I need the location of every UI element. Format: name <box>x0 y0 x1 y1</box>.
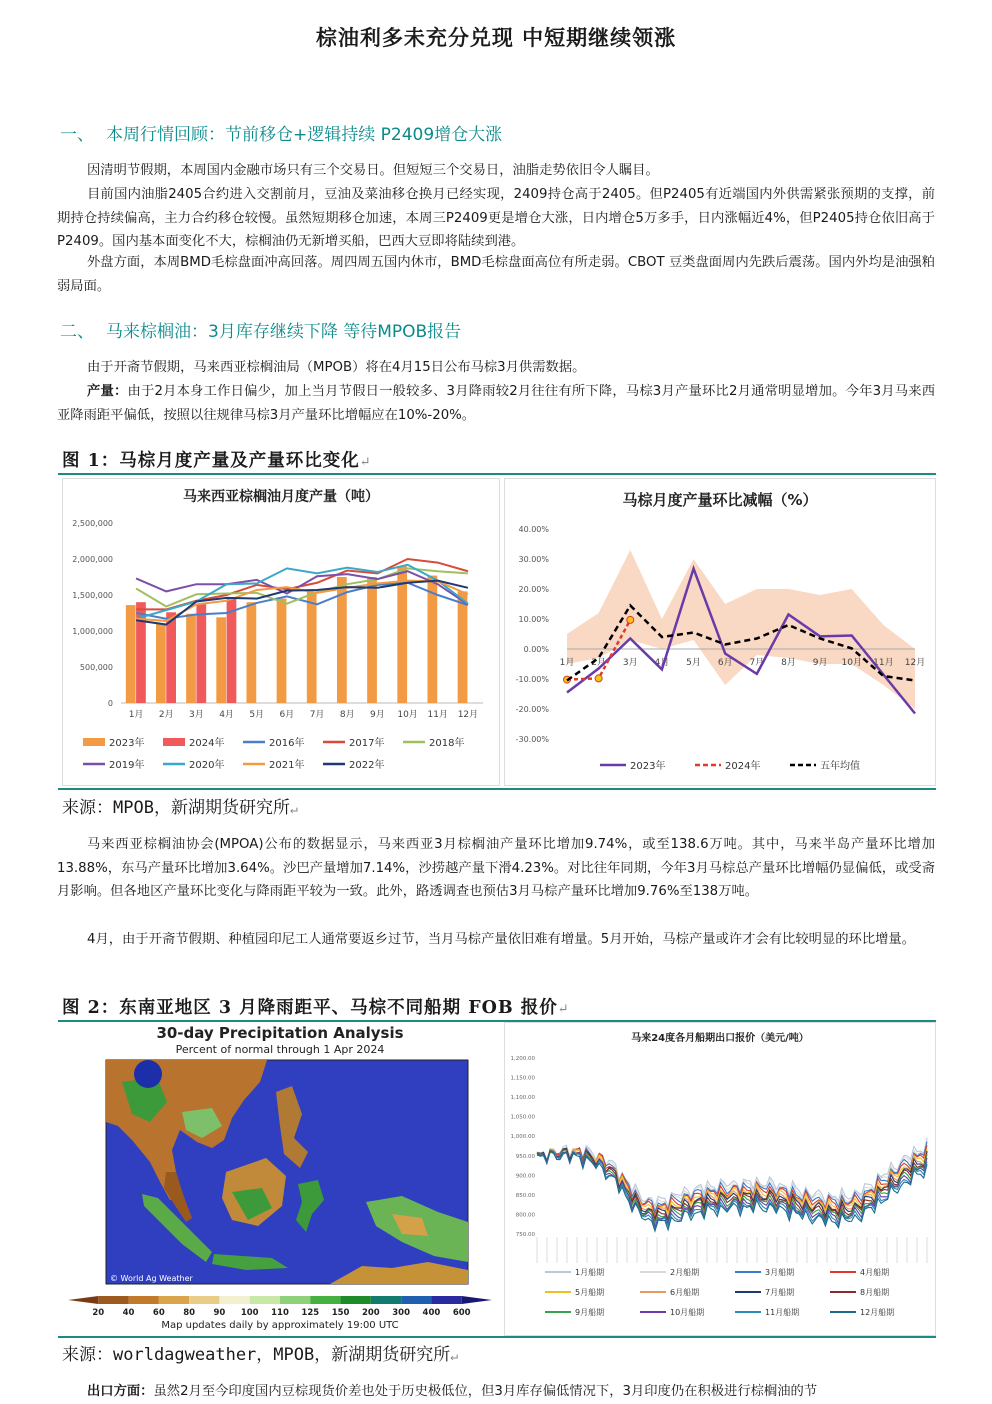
section1-heading-text: 本周行情回顾：节前移仓+逻辑持续 P2409增仓大涨 <box>106 125 503 145</box>
legend-label: 2月船期 <box>670 1268 700 1277</box>
x-tick-label: 12月 <box>457 710 479 720</box>
section2-paragraph-5 <box>57 1380 935 1404</box>
figure2-caption-text: 图 2：东南亚地区 3 月降雨距平、马棕不同船期 FOB 报价 <box>62 998 558 1018</box>
x-tick-label: 1月 <box>559 658 575 668</box>
scale-label: 200 <box>361 1308 380 1318</box>
legend-label: 9月船期 <box>575 1308 605 1317</box>
scale-swatch <box>401 1296 431 1304</box>
y-tick-label: 1,500,000 <box>72 591 113 600</box>
mom-change-chart <box>505 479 935 785</box>
figure2-caption <box>62 994 570 1019</box>
legend-label: 2021年 <box>269 760 305 771</box>
section2-paragraph-2-body: 由于2月本身工作日偏少，加上当月节假日一般较多、3月降雨较2月往往有所下降，马棕3月产量环比2月通常明显增加。今年3月马来西亚降雨距平偏低，按照以往规律马棕3月产量环比增幅应在10%-20%。 <box>57 384 936 423</box>
y-tick-label: 0 <box>107 699 113 708</box>
precipitation-map <box>62 1022 498 1334</box>
legend-label: 11月船期 <box>765 1308 800 1317</box>
y-tick-label: 40.00% <box>518 525 549 534</box>
section2-heading <box>60 317 461 342</box>
scale-swatch <box>280 1296 310 1304</box>
figure1-source-text: 来源：MPOB，新湖期货研究所 <box>62 798 290 818</box>
x-tick-label: 7月 <box>749 658 765 668</box>
x-tick-label: 5月 <box>249 710 265 720</box>
y-tick-label: 850.00 <box>515 1192 535 1199</box>
legend-label: 2020年 <box>189 760 225 771</box>
map-color-scale <box>68 1296 492 1318</box>
scale-label: 400 <box>422 1308 441 1318</box>
figure1-bottom-rule <box>58 788 936 790</box>
x-tick-label: 11月 <box>427 710 448 720</box>
x-tick-label: 8月 <box>781 658 796 668</box>
scale-swatch <box>129 1296 159 1304</box>
section2-number: 二、 <box>60 322 94 342</box>
chart-title: 马来24度各月船期出口报价（美元/吨） <box>631 1033 809 1044</box>
bar-2023年 <box>307 591 317 703</box>
legend-label: 2023年 <box>630 761 666 772</box>
point-2024 <box>627 616 634 623</box>
legend-label: 6月船期 <box>670 1288 700 1297</box>
bar-2024年 <box>227 599 237 703</box>
section2-paragraph-5-body: 虽然2月至今印度国内豆棕现货价差也处于历史极低位，但3月库存偏低情况下，3月印度仍在积极进行棕榈油的节 <box>153 1384 818 1399</box>
figure2-source <box>62 1340 458 1365</box>
y-tick-label: 1,100.00 <box>510 1095 535 1102</box>
scale-label: 40 <box>122 1308 135 1318</box>
y-tick-label: 0.00% <box>523 645 549 654</box>
y-tick-label: 950.00 <box>515 1153 535 1160</box>
bar-2024年 <box>196 604 206 703</box>
map-wet-spot <box>134 1060 162 1088</box>
x-tick-label: 10月 <box>397 710 418 720</box>
y-tick-label: 500,000 <box>79 663 113 672</box>
legend-label: 12月船期 <box>860 1308 895 1317</box>
scale-swatch <box>250 1296 280 1304</box>
x-tick-label: 5月 <box>686 658 701 668</box>
x-tick-label: 3月 <box>189 710 204 720</box>
legend-swatch <box>163 738 185 746</box>
bar-2023年 <box>216 617 226 703</box>
legend-label: 1月船期 <box>575 1268 605 1277</box>
x-tick-label: 4月 <box>219 710 234 720</box>
section1-paragraph-2: 目前国内油脂2405合约进入交割前月，豆油及菜油移仓换月已经实现，2409持仓高于2405。但P2405有近端国内外供需紧张预期的支撑，前期持仓持续偏高，主力合约移仓较慢。虽然短期移仓加速，本周三P2409更是增仓大涨，日内增仓5万多手，日内涨幅近4%，但P2405持仓依旧高于P2409。国内基本面变化不大，棕榈油仍无新增买船，巴西大豆即将陆续到港。 <box>57 187 935 249</box>
scale-label: 150 <box>331 1308 350 1318</box>
scale-label: 60 <box>152 1308 165 1318</box>
y-tick-label: 900.00 <box>515 1173 535 1180</box>
y-tick-label: 800.00 <box>515 1212 535 1219</box>
monthly-production-chart-panel <box>62 478 500 786</box>
legend-label: 5月船期 <box>575 1288 605 1297</box>
y-tick-label: 1,050.00 <box>510 1114 535 1121</box>
return-mark: ↵ <box>450 1349 459 1364</box>
legend-label: 4月船期 <box>860 1268 890 1277</box>
scale-swatch <box>68 1296 98 1304</box>
x-tick-label: 3月 <box>622 658 638 668</box>
range-band <box>567 550 915 709</box>
x-tick-label: 9月 <box>370 710 385 720</box>
map-credit: © World Ag Weather <box>110 1274 193 1283</box>
legend-label: 五年均值 <box>820 761 860 772</box>
figure2-bottom-rule <box>58 1336 936 1338</box>
legend-label: 2018年 <box>429 738 465 749</box>
x-tick-label: 9月 <box>812 658 828 668</box>
bar-2023年 <box>186 614 196 703</box>
y-tick-label: 2,500,000 <box>72 519 113 528</box>
y-tick-label: 1,000,000 <box>72 627 113 636</box>
scale-label: 600 <box>452 1308 471 1318</box>
return-mark: ↵ <box>557 1002 570 1017</box>
section1-paragraph-3: 外盘方面，本周BMD毛棕盘面冲高回落。周四周五国内休市，BMD毛棕盘面高位有所走弱。CBOT 豆类盘面周内先跌后震荡。国内外均是油强粕弱局面。 <box>57 255 935 294</box>
legend-swatch <box>83 738 105 746</box>
legend-label: 2017年 <box>349 738 385 749</box>
line-2016年 <box>136 583 468 619</box>
bar-2023年 <box>397 566 407 703</box>
bar-2023年 <box>126 605 136 703</box>
y-tick-label: -10.00% <box>515 675 549 684</box>
chart-title: 马来西亚棕榈油月度产量（吨） <box>183 489 379 505</box>
x-tick-label: 12月 <box>904 658 926 668</box>
x-tick-label: 2月 <box>591 658 607 668</box>
mom-change-chart-panel <box>504 478 936 786</box>
legend-label: 2023年 <box>109 738 145 749</box>
section2-paragraph-5-lead: 出口方面： <box>87 1384 154 1399</box>
scale-label: 100 <box>240 1308 259 1318</box>
x-tick-label: 2月 <box>158 710 174 720</box>
scale-swatch <box>310 1296 340 1304</box>
x-tick-label: 10月 <box>841 658 862 668</box>
y-tick-label: 1,000.00 <box>510 1134 535 1141</box>
figure2-source-text: 来源：worldagweather，MPOB，新湖期货研究所 <box>62 1345 451 1365</box>
y-tick-label: -30.00% <box>515 735 549 744</box>
precipitation-map-panel <box>62 1022 498 1334</box>
x-tick-label: 11月 <box>873 658 894 668</box>
x-tick-label: 4月 <box>654 658 670 668</box>
legend-label: 8月船期 <box>860 1288 890 1297</box>
y-tick-label: 750.00 <box>515 1232 535 1238</box>
section2-paragraph-1: 由于开斋节假期，马来西亚棕榈油局（MPOB）将在4月15日公布马棕3月供需数据。 <box>87 360 586 375</box>
scale-swatch <box>189 1296 219 1304</box>
legend-label: 7月船期 <box>765 1288 795 1297</box>
map-footer: Map updates daily by approximately 19:00 UTC <box>161 1320 399 1331</box>
figure1-caption <box>62 447 372 472</box>
scale-label: 90 <box>213 1308 226 1318</box>
figure1-source <box>62 793 298 818</box>
bar-2023年 <box>458 591 468 703</box>
y-tick-label: 1,150.00 <box>510 1075 535 1082</box>
section2-paragraph-2-lead: 产量： <box>87 384 128 399</box>
fob-price-chart-panel <box>504 1022 936 1336</box>
scale-label: 110 <box>271 1308 289 1318</box>
x-tick-label: 6月 <box>717 658 733 668</box>
scale-swatch <box>371 1296 401 1304</box>
scale-label: 20 <box>92 1308 105 1318</box>
scale-swatch <box>431 1296 461 1304</box>
x-tick-label: 8月 <box>339 710 355 720</box>
scale-label: 300 <box>392 1308 411 1318</box>
section2-heading-text: 马来棕榈油：3月库存继续下降 等待MPOB报告 <box>106 322 462 342</box>
legend-label: 2022年 <box>349 760 385 771</box>
page-title: 棕油利多未充分兑现 中短期继续领涨 <box>315 26 677 50</box>
legend-label: 2024年 <box>189 738 225 749</box>
x-tick-label: 7月 <box>309 710 325 720</box>
scale-swatch <box>98 1296 128 1304</box>
legend-label: 2024年 <box>725 761 761 772</box>
fob-price-chart <box>505 1023 935 1335</box>
point-2024 <box>595 675 602 682</box>
monthly-production-chart <box>63 479 499 785</box>
figure1-caption-text: 图 1：马棕月度产量及产量环比变化 <box>62 451 360 471</box>
scale-label: 125 <box>301 1308 320 1318</box>
bar-2024年 <box>166 612 176 703</box>
return-mark: ↵ <box>289 802 298 817</box>
return-mark: ↵ <box>359 455 372 470</box>
map-title: 30-day Precipitation Analysis <box>156 1024 404 1042</box>
section2-paragraph-4: 4月，由于开斋节假期、种植园印尼工人通常要返乡过节，当月马棕产量依旧难有增量。5月开始，马棕产量或许才会有比较明显的环比增量。 <box>87 932 916 947</box>
legend-label: 3月船期 <box>765 1268 795 1277</box>
section1-paragraph-1: 因清明节假期，本周国内金融市场只有三个交易日。但短短三个交易日，油脂走势依旧令人瞩目。 <box>87 163 659 178</box>
x-tick-label: 6月 <box>279 710 295 720</box>
y-tick-label: -20.00% <box>515 705 549 714</box>
scale-label: 80 <box>183 1308 196 1318</box>
legend-label: 2019年 <box>109 760 145 771</box>
section2-paragraph-2 <box>57 380 935 427</box>
y-tick-label: 10.00% <box>518 615 549 624</box>
x-tick-label: 1月 <box>128 710 144 720</box>
section2-paragraph-3: 马来西亚棕榈油协会(MPOA)公布的数据显示，马来西亚3月棕榈油产量环比增加9.74%，或至138.6万吨。其中，马来半岛产量环比增加13.88%，东马产量环比增加3.64%。沙巴产量增加7.14%，沙捞越产量下滑4.23%。对比往年同期，今年3月马棕总产量环比增幅仍显偏低，或受斋月影响。但各地区产量环比变化与降雨距平较为一致。此外，路透调查也预估3月马棕产量环比增加9.76%至138万吨。 <box>57 837 935 899</box>
scale-swatch <box>219 1296 249 1304</box>
y-tick-label: 1,200.00 <box>510 1056 535 1062</box>
section1-number: 一、 <box>60 125 94 145</box>
section1-heading <box>60 120 502 145</box>
bar-2023年 <box>367 577 377 703</box>
scale-swatch <box>341 1296 371 1304</box>
scale-swatch <box>159 1296 189 1304</box>
bar-2023年 <box>156 624 166 703</box>
y-tick-label: 20.00% <box>518 585 549 594</box>
y-tick-label: 2,000,000 <box>72 555 113 564</box>
y-tick-label: 30.00% <box>518 555 549 564</box>
scale-swatch <box>462 1296 492 1304</box>
legend-label: 10月船期 <box>670 1308 705 1317</box>
map-subtitle: Percent of normal through 1 Apr 2024 <box>175 1043 385 1056</box>
chart-title: 马棕月度产量环比减幅（%） <box>622 491 818 509</box>
bar-2023年 <box>246 602 256 703</box>
figure1-top-rule <box>58 473 936 475</box>
legend-label: 2016年 <box>269 738 305 749</box>
bar-2023年 <box>277 599 287 703</box>
